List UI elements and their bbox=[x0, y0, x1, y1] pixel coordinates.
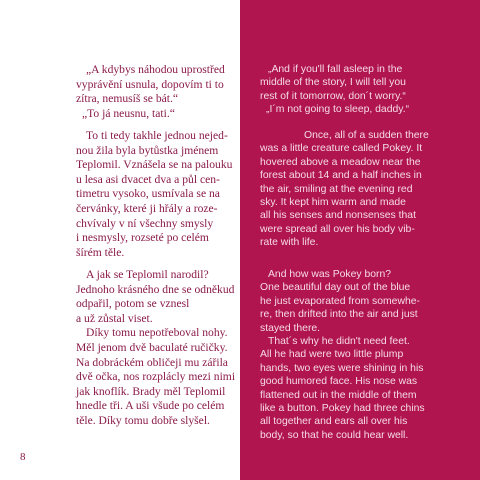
text-line: To ti tedy takhle jednou nejed- bbox=[86, 129, 228, 142]
text-line: a už zůstal viset. bbox=[76, 311, 153, 325]
text-line: All he had were two little plump bbox=[260, 349, 404, 361]
text-line: Jednoho krásného dne se odněkud bbox=[76, 282, 235, 296]
text-line: Měl jenom dvě baculaté ručičky. bbox=[76, 340, 228, 354]
text-line: těle. Díky tomu dobře slyšel. bbox=[76, 413, 210, 427]
text-line: Once, all of a sudden there bbox=[304, 130, 429, 141]
text-line: „A kdybys náhodou uprostřed bbox=[86, 63, 225, 76]
text-line: timetru vysoko, usmívala se na bbox=[76, 187, 220, 201]
text-line: were spread all over his body vib- bbox=[260, 223, 415, 235]
text-line: šírém těle. bbox=[76, 245, 125, 259]
text-line: And how was Pokey born? bbox=[268, 269, 392, 280]
text-line: was a little creature called Pokey. It bbox=[260, 143, 423, 155]
text-line: chvívaly v ní všechny smysly bbox=[76, 216, 214, 230]
text-line: middle of the story, I will tell you bbox=[260, 77, 406, 89]
text-line: odpařil, potom se vznesl bbox=[76, 297, 190, 311]
text-line: „And if you'll fall asleep in the bbox=[268, 64, 403, 75]
czech-paragraph-3 bbox=[76, 268, 236, 429]
text-line: dvě očka, nos rozplácly mezi nimi bbox=[76, 370, 236, 384]
text-line: zítra, nemusíš se bát.“ bbox=[76, 92, 179, 106]
text-line: he just evaporated from somewhe- bbox=[260, 295, 420, 307]
text-line: all his senses and nonsenses that bbox=[260, 210, 416, 222]
text-line: hovered above a meadow near the bbox=[260, 156, 421, 168]
czech-paragraph-1 bbox=[76, 63, 236, 121]
text-line: jak knoflík. Brady měl Teplomil bbox=[76, 384, 226, 398]
text-line: červánky, které ji hřály a roze- bbox=[76, 201, 218, 215]
text-line: rest of it tomorrow, don´t worry.“ bbox=[260, 90, 406, 102]
text-line: Na dobráckém obličeji mu zářila bbox=[76, 355, 228, 369]
text-line: A jak se Teplomil narodil? bbox=[86, 268, 209, 281]
text-line: Teplomil. Vznášela se na palouku bbox=[76, 158, 233, 172]
text-line: like a button. Pokey had three chins bbox=[260, 403, 425, 415]
text-line: re, then drifted into the air and just bbox=[260, 309, 418, 321]
text-line: flattened out in the middle of them bbox=[260, 389, 417, 401]
text-line: body, so that he could hear well. bbox=[260, 429, 409, 441]
text-line: Díky tomu nepotřeboval nohy. bbox=[86, 326, 228, 340]
english-paragraph-3 bbox=[260, 268, 472, 442]
text-line: rate with life. bbox=[260, 237, 319, 249]
text-line: nou žila byla bytůstka jménem bbox=[76, 143, 219, 157]
text-line: One beautiful day out of the blue bbox=[260, 282, 411, 294]
text-line: good humored face. His nose was bbox=[260, 376, 418, 388]
text-line: sky. It kept him warm and made bbox=[260, 197, 406, 209]
text-line: i nesmysly, rozseté po celém bbox=[76, 231, 209, 245]
text-line: hands, two eyes were shining in his bbox=[260, 362, 424, 374]
czech-paragraph-2 bbox=[76, 129, 236, 260]
english-paragraph-1 bbox=[260, 63, 472, 117]
text-line: „I´m not going to sleep, daddy.“ bbox=[266, 104, 410, 116]
text-line: the air, smiling at the evening red bbox=[260, 183, 413, 195]
text-line: stayed there. bbox=[260, 322, 321, 334]
text-line: all together and ears all over his bbox=[260, 416, 408, 428]
text-line: forest about 14 and a half inches in bbox=[260, 170, 422, 182]
page-number: 8 bbox=[20, 451, 26, 463]
text-line: „To já neusnu, tati.“ bbox=[82, 106, 175, 120]
text-line: u lesa asi dvacet dva a půl cen- bbox=[76, 172, 220, 186]
text-line: vyprávění usnula, dopovím ti to bbox=[76, 77, 224, 91]
text-line: That´s why he didn't need feet. bbox=[268, 336, 410, 348]
english-paragraph-2 bbox=[260, 129, 472, 250]
text-line: hnedle tři. A uši všude po celém bbox=[76, 399, 225, 413]
